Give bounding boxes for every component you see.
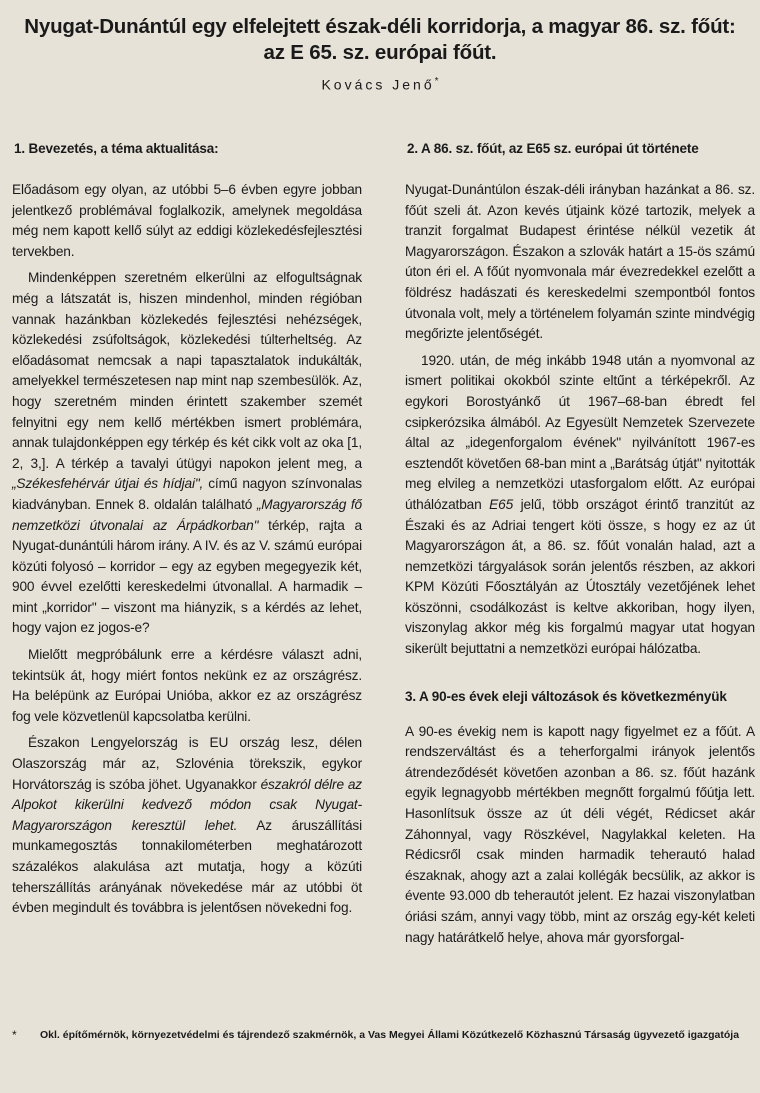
paragraph: Nyugat-Dunántúlon észak-déli irányban hazánkat a 86. sz. főút szeli át. Azon kevés útjaink közé tartozik, melyek a tranzit forgalmat Budapest érintése nélkül vezetik át Magyarországon. Északon a szlovák határt a 15-ös számú úton éri el. A főút nyomvonala már évezredekkel ezelőtt a földrész hadászati és kereskedelmi szempontból fontos útvonala volt, mely a történelem folyamán szinte mindvégig megőrizte jelentőségét. (405, 182, 755, 342)
footnote-mark: * (12, 1028, 17, 1042)
left-column (12, 140, 362, 925)
footnote-text: Okl. építőmérnök, környezetvédelmi és tájrendező szakmérnök, a Vas Megyei Állami Közútkezelő Közhasznú Társaság ügyvezető igazgatója (40, 1029, 740, 1041)
section-3-heading: 3. A 90-es évek eleji változások és következményük (405, 688, 727, 704)
author-name: Kovács Jenő (321, 76, 435, 93)
paragraph (12, 733, 362, 918)
cited-map-title: „Magyarország fő nemzetközi útvonalai az Árpádkorban" (12, 496, 362, 533)
paragraph (405, 351, 755, 660)
paragraph (12, 268, 362, 639)
footnote (12, 1028, 752, 1043)
text-run: 1920. után, de még inkább 1948 után a nyomvonal az ismert politikai okokból szinte eltűnt a térképekről. Az egykori Borostyánkő út 1967–68-ban ébredt fel csipkerózsika álmából. Az Egyesült Nemzetek Szervezete által az „idegenforgalom évének" nyilvánított 1967-es esztendőt követően 68-ban mint a „Barátság útját" nyitották meg elvileg a nemzetközi utasforgalom előtt. Az európai úthálózatban (405, 352, 755, 512)
right-column (405, 140, 755, 954)
paragraph: Mielőtt megpróbálunk erre a kérdésre választ adni, tekintsük át, hogy miért fontos nekünk ez az országrész. Ha belépünk az Európai Unióba, akkor ez az országrész fog vele közvetlenül kapcsolatba kerülni. (12, 647, 362, 724)
section-1-heading: 1. Bevezetés, a téma aktualitása: (14, 141, 219, 156)
text-run: Az áruszállítási munkamegosztás tonnakilométerben meghatározott százalékos alakulása azt mutatja, hogy a közúti teherszállítás arányának növekedése már az utóbbi öt évben megindult és továbbra is jelentősen növekedni fog. (12, 817, 362, 916)
road-code: E65 (489, 496, 514, 512)
text-run: című nagyon színvonalas kiadványban. Ennek 8. oldalán található (12, 476, 362, 512)
text-run: Északon Lengyelország is EU ország lesz, délen Olaszország már az, Szlovénia törekszik, egykor Horvátország is szóba jöhet. Ugyanakkor (12, 735, 362, 792)
author-line (0, 76, 760, 93)
section-2-heading: 2. A 86. sz. főút, az E65 sz. európai út története (407, 141, 699, 156)
text-run: Mindenképpen szeretném elkerülni az elfogultságnak még a látszatát is, hiszen mindenhol, minden régióban vannak hazánkban közlekedés fejlesztési nehézségek, közlekedési zsúfoltságok, közlekedési túlterheltség. Az előadásomat nemcsak a napi tapasztalatok indukálták, amelyekkel természetesen nap mint nap szembesülök. Az, hogy szeretném minden érintett szakember szemét felnyitni egy nem kellő mértékben ismert problémára, annak tulajdonképpen egy térkép és két cikk volt az oka [1, 2, 3,]. A térkép a tavalyi útügyi napokon jelent meg, a (12, 270, 362, 471)
paragraph: Előadásom egy olyan, az utóbbi 5–6 évben egyre jobban jelentkező problémával foglalkozik, amelynek megoldása még nem kapott kellő súlyt az eddigi közlekedésfejlesztési tervekben. (12, 182, 362, 259)
text-run: jelű, több országot érintő tranzitút az Északi és az Adriai tengert köti össze, s hogy ez az út Magyarországon át, a 86. sz. főút vonalán halad, azt a nemzetközi tárgyalások során jelentős részben, az akkori KPM Közúti Főosztályán az Útosztály vezetőjének lehet köszönni, csodálkozást is keltve akkoriban, hogy ilyen, viszonylag akkor még kis forgalmú magyar utat hogyan sikerült bejuttatni a nemzetközi európai hálózatba. (405, 496, 755, 657)
text-run: térkép, rajta a Nyugat-dunántúli három irány. A IV. és az V. számú európai közúti folyosó – korridor – egy az egyben megegyezik két, 900 évvel ezelőtti kereskedelmi útvonallal. A harmadik – mint „korridor" – viszont ma hiányzik, s a kérdés az lehet, hogy vajon ez jogos-e? (12, 517, 362, 636)
page-title: Nyugat-Dunántúl egy elfelejtett észak-déli korridorja, a magyar 86. sz. főút: az E 65. sz. európai főút. (24, 15, 736, 64)
cited-title: „Székesfehérvár útjai és hídjai", (12, 476, 204, 492)
paragraph: A 90-es évekig nem is kapott nagy figyelmet ez a főút. A rendszerváltást és a teherforgalmi irányok jelentős átrendeződését követően azonban a 86. sz. főút hazánk egyik legnagyobb mértékben megnőtt forgalmú főútja lett. Hasonlítsuk össze az út déli végét, Rédicset akár Záhonnyal, vagy Röszkével, Nagylakkal keleten. Ha Rédicsről csak minden harmadik teherautó halad északnak, ahogy azt a zalai kollégák becsülik, az akkor is évente 93.000 db teherautót jelent. Ez hazai viszonylatban óriási szám, annyi vagy több, mint az ország egy-két keleti nagy határátkelő helye, ahova már gyorsforgal- (405, 723, 755, 945)
author-footnote-mark: * (434, 76, 439, 87)
emphasis: északról délre az Alpokot kikerülni kedvező módon csak Nyugat-Magyarországon keresztül lehet. (12, 776, 362, 833)
